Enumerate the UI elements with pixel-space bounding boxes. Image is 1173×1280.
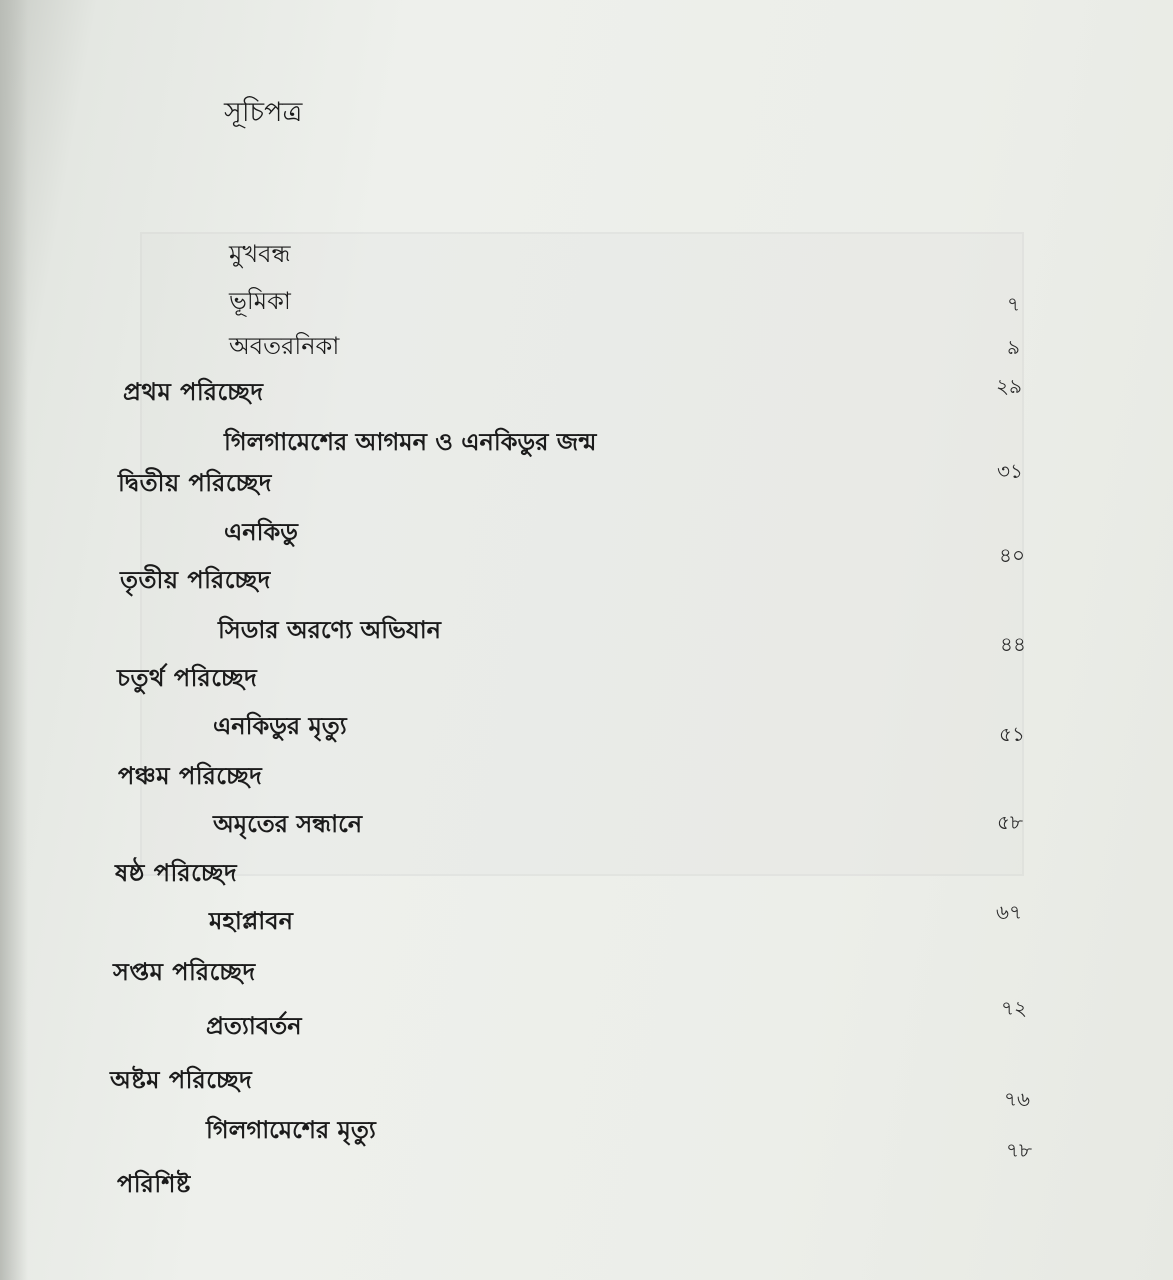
toc-entry-foreword: মুখবন্ধ <box>229 240 291 268</box>
toc-page-number: ৭৮ <box>1006 1138 1032 1162</box>
toc-page-number: ৪০ <box>999 543 1025 567</box>
toc-chapter-1: প্রথম পরিচ্ছেদ <box>123 378 264 406</box>
toc-chapter-8: অষ্টম পরিচ্ছেদ <box>110 1066 253 1094</box>
toc-chapter-6: ষষ্ঠ পরিচ্ছেদ <box>115 859 238 887</box>
toc-page-number: ৩১ <box>997 459 1023 483</box>
toc-page-number: ৬৭ <box>995 900 1022 924</box>
toc-page-number: ৭৬ <box>1003 1087 1030 1111</box>
toc-chapter-8-subtitle: গিলগামেশের মৃত্যু <box>206 1116 376 1144</box>
toc-appendix: পরিশিষ্ট <box>117 1170 191 1198</box>
toc-chapter-7: সপ্তম পরিচ্ছেদ <box>113 958 256 986</box>
toc-chapter-4-subtitle: এনকিডুর মৃত্যু <box>213 712 347 740</box>
toc-page-number: ৫৮ <box>997 810 1023 834</box>
toc-entry-preface: ভূমিকা <box>229 287 291 315</box>
toc-page-number: ৭ <box>1006 292 1020 316</box>
toc-chapter-2-subtitle: এনকিডু <box>224 518 298 546</box>
toc-chapter-5-subtitle: অমৃতের সন্ধানে <box>213 810 363 838</box>
toc-page-number: ৪৪ <box>1000 632 1026 656</box>
toc-chapter-2: দ্বিতীয় পরিচ্ছেদ <box>118 469 272 497</box>
toc-chapter-3: তৃতীয় পরিচ্ছেদ <box>120 566 271 594</box>
toc-page-number: ২৯ <box>996 374 1022 398</box>
page-title: সূচিপত্র <box>224 97 303 128</box>
toc-page-number: ৫১ <box>999 722 1025 746</box>
toc-page-number: ৭২ <box>1000 996 1027 1020</box>
toc-entry-introduction: অবতরনিকা <box>229 332 340 360</box>
toc-chapter-6-subtitle: মহাপ্লাবন <box>209 907 293 935</box>
toc-chapter-7-subtitle: প্রত্যাবর্তন <box>206 1012 302 1040</box>
toc-chapter-5: পঞ্চম পরিচ্ছেদ <box>118 762 263 790</box>
toc-chapter-4: চতুর্থ পরিচ্ছেদ <box>117 664 258 692</box>
toc-page-number: ৯ <box>1007 335 1020 359</box>
toc-chapter-1-subtitle: গিলগামেশের আগমন ও এনকিডুর জন্ম <box>224 428 597 456</box>
toc-chapter-3-subtitle: সিডার অরণ্যে অভিযান <box>218 616 442 644</box>
